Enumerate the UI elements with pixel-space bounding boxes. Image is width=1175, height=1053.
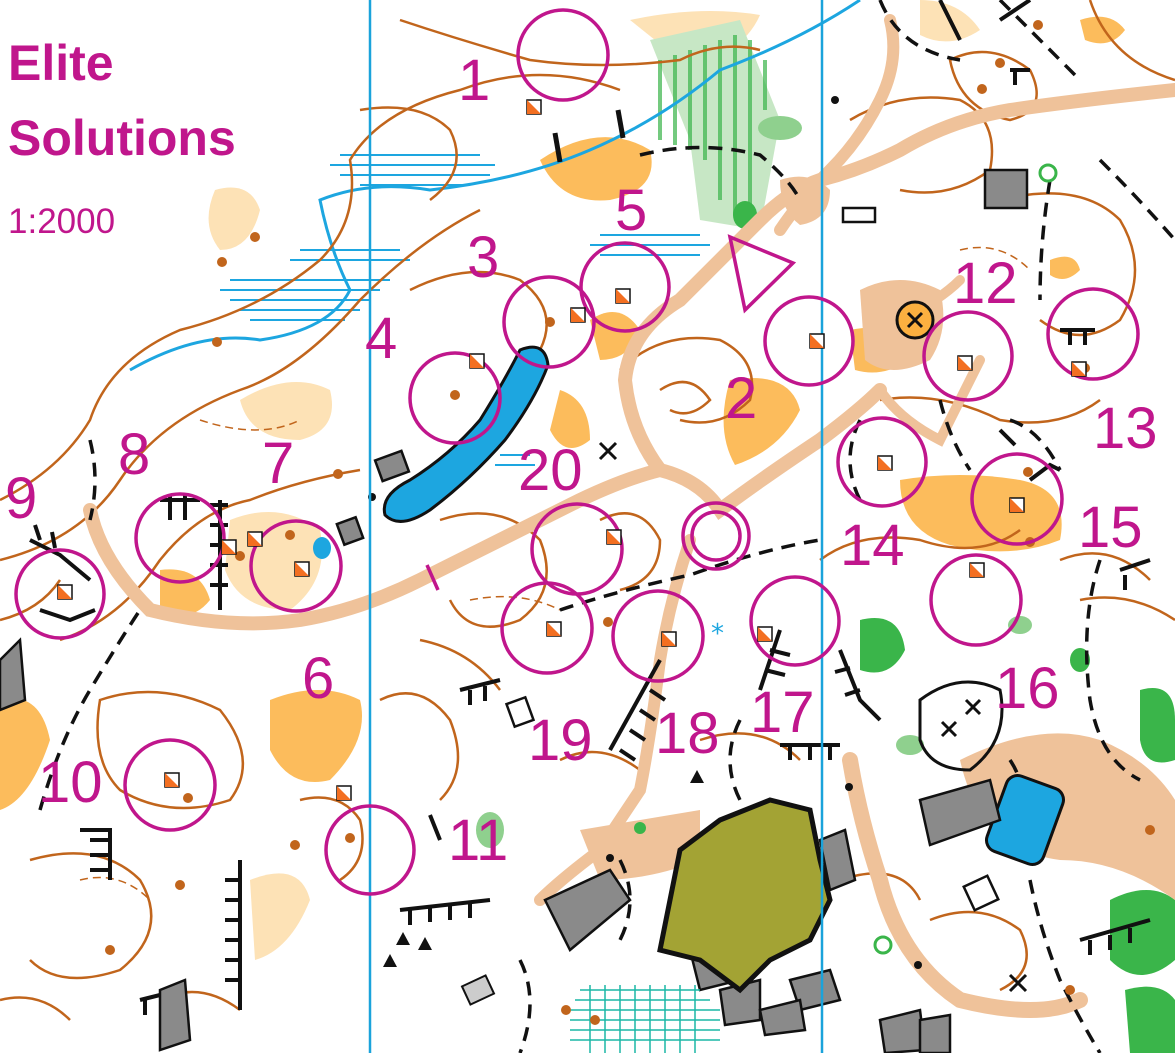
control-circle [518,10,608,100]
control-number: 11 [448,808,509,873]
map-scale: 1:2000 [8,202,116,241]
pond [313,537,331,559]
green-dot [634,822,646,834]
small-structure-4 [462,975,494,1004]
course-leg-mark-3 [618,110,623,138]
control-number: 14 [840,513,905,578]
control-number: 6 [302,646,335,711]
control-circle [765,297,853,385]
control-number: 18 [655,701,720,766]
map-title-line2: Solutions [8,110,236,166]
control-number: 1 [458,48,491,113]
control-number: 8 [118,422,151,487]
control-number: 7 [262,431,295,496]
control-number: 17 [750,680,815,745]
small-structure [843,208,875,222]
control-number: 12 [953,251,1018,316]
control-number: 16 [995,656,1060,721]
control-number: 19 [528,708,593,773]
control-number: 10 [38,750,103,815]
control-circle [532,504,622,594]
control-number: 2 [725,366,758,431]
map-title-line1: Elite [8,35,114,91]
control-number: 4 [365,306,398,371]
control-number: 20 [518,438,583,503]
control-number: 3 [467,225,500,290]
control-number: 13 [1093,396,1158,461]
small-structure-3 [964,876,999,911]
finish-inner [692,512,740,560]
control-number: 15 [1078,495,1143,560]
control-number: 9 [5,466,38,531]
spring-star: * [711,619,724,649]
control-number: 5 [615,178,648,243]
control-circle [751,577,839,665]
